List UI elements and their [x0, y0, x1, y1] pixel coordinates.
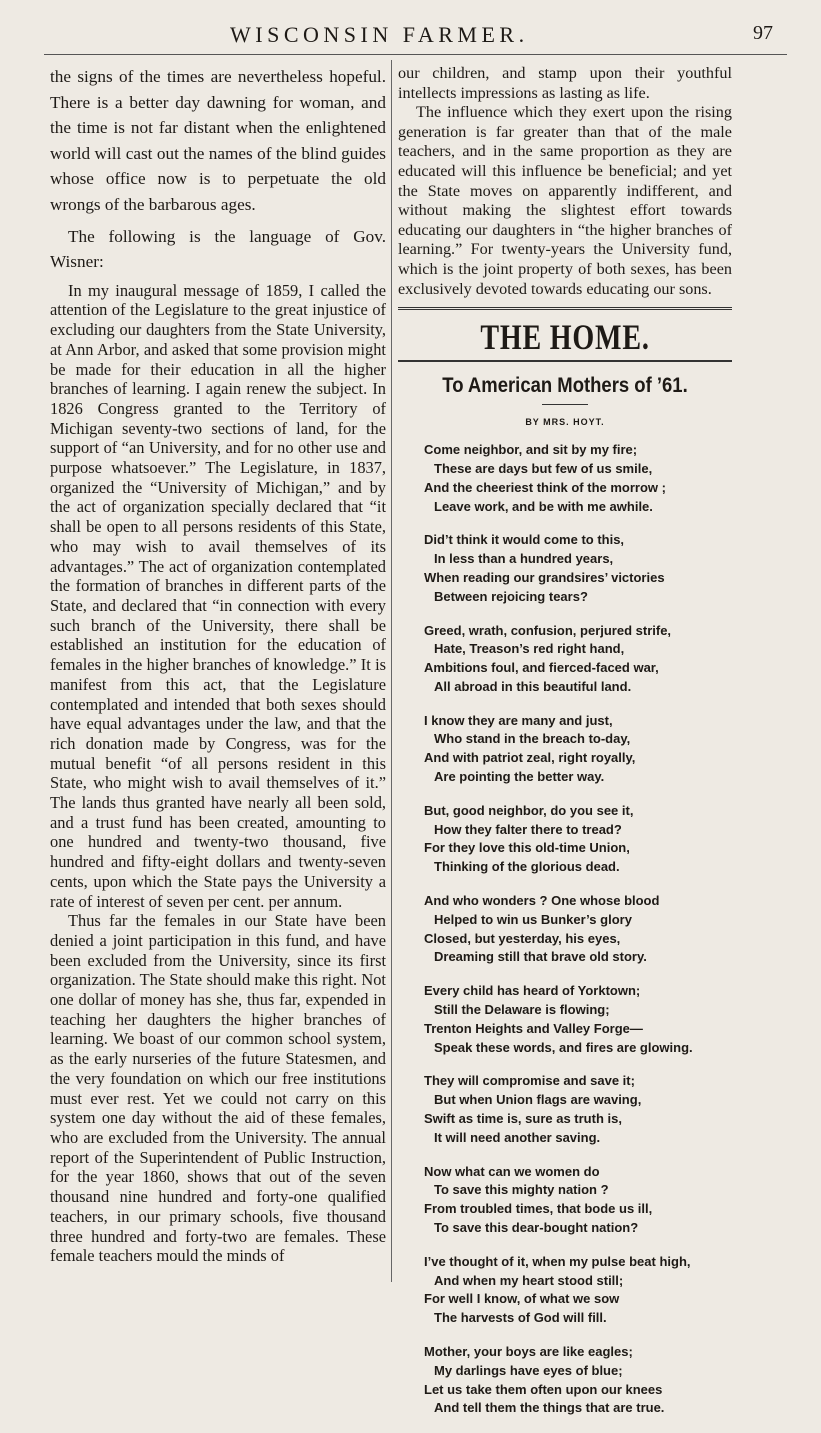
poem-line: How they falter there to tread? [434, 821, 622, 837]
poem-stanza [424, 802, 732, 877]
poem-line: Between rejoicing tears? [434, 588, 588, 604]
poem-line: Thinking of the glorious dead. [434, 859, 620, 875]
poem-line: I know they are many and just, [424, 712, 613, 728]
poem-line: Mother, your boys are like eagles; [424, 1344, 633, 1359]
poem-line: Greed, wrath, confusion, perjured strife, [424, 622, 672, 638]
poem-line: Did’t think it would come to this, [424, 532, 625, 548]
poem-stanza [424, 531, 732, 606]
quoted-message-paragraph: Thus far the females in our State have been denied a joint participation in this fund, and have been excluded from the University, since its first organization. The State should make this right. Not one dollar of money has she, thus far, expended in teaching her daughters the higher branches of learning. We boast of our common school system, as the early nurseries of the future Statesmen, and the very foundation on which our free institutions must ever rest. Yet we could not carry on this system one day without the aid of these females, who are excluded from the University. The annual report of the Superintendent of Public Instruction, for the year 1860, shows that out of the seven thousand nine hundred and forty-one qualified teachers, in our primary schools, five thousand three hundred and forty-two are females. These female teachers mould the minds of [50, 911, 386, 1266]
poem-line: It will need another saving. [434, 1129, 601, 1145]
poem-line: Let us take them often upon our knees [424, 1381, 663, 1397]
poem-line: Dreaming still that brave old story. [434, 949, 647, 965]
section-title: THE HOME. [480, 317, 650, 358]
poem-stanza [424, 1343, 732, 1418]
poem-line: My darlings have eyes of blue; [434, 1362, 623, 1378]
poem-line: Hate, Treason’s red right hand, [434, 641, 625, 657]
poem-line: To save this mighty nation ? [434, 1182, 609, 1198]
poem-line: These are days but few of us smile, [434, 460, 653, 476]
poem-stanza [424, 441, 732, 516]
poem-line: From troubled times, that bode us ill, [424, 1201, 653, 1217]
poem-line: Are pointing the better way. [434, 769, 605, 785]
poem-stanza [424, 1253, 732, 1328]
poem-stanza [424, 712, 732, 787]
poem-line: Leave work, and be with me awhile. [434, 498, 653, 514]
byline: BY MRS. HOYT. [525, 417, 605, 428]
paragraph: The following is the language of Gov. Wisner: [50, 226, 386, 272]
quoted-message-paragraph: In my inaugural message of 1859, I called the attention of the Legislature to the great injustice of excluding our daughters from the State University, at Ann Arbor, and asked that some provision might be made for their education in all the higher branches of learning. I again renew the subject. In 1826 Congress granted to the Territory of Michigan seventy-two sections of land, for the support of “an University, and for no other use and purpose whatsoever.” The Legislature, in 1837, organized the “University of Michigan,” and by the act of organization specially declared that “it shall be open to all persons residents of this State, who may wish to avail themselves of its advantages.” The act of organization contemplated the formation of branches in different parts of the State, and declared that “in connection with every such branch of the University, there shall be established an institution for the education of females in the higher branches of knowledge.” It is manifest from this act, that the Legislature contemplated and intended that both sexes should have equal advantages under the law, and that the rich donation made by Congress, was for the mutual benefit “of all persons resident in this State, who might wish to avail themselves of it.” The lands thus granted have nearly all been sold, and a trust fund has been created, amounting to one hundred and twenty-two thousand, five hundred and fifty-eight dollars and twenty-seven cents, upon which the State pays the University a rate of interest of seven per cent. per annum. [50, 280, 386, 911]
poem-line: And tell them the things that are true. [434, 1400, 665, 1416]
poem-line: Trenton Heights and Valley Forge— [424, 1020, 643, 1036]
poem-line: But when Union flags are waving, [434, 1092, 642, 1108]
right-column [398, 64, 732, 1433]
poem-line: For they love this old-time Union, [424, 840, 630, 856]
header-rule [44, 54, 787, 55]
poem-line: Ambitions foul, and fierced-faced war, [424, 660, 659, 676]
poem [398, 441, 732, 1418]
poem-line: And when my heart stood still; [434, 1272, 624, 1288]
poem-line: But, good neighbor, do you see it, [424, 802, 634, 818]
poem-line: When reading our grandsires’ victories [424, 569, 665, 585]
running-head: WISCONSIN FARMER. [230, 22, 529, 47]
page-number: 97 [753, 22, 773, 44]
poem-line: They will compromise and save it; [424, 1073, 635, 1089]
section-rule [398, 360, 732, 362]
left-column [50, 64, 386, 1266]
poem-stanza [424, 1072, 732, 1147]
page-header [50, 18, 781, 50]
poem-line: All abroad in this beautiful land. [434, 678, 632, 694]
poem-stanza [424, 1163, 732, 1238]
paragraph: our children, and stamp upon their youthful intellects impressions as lasting as life. [398, 64, 732, 102]
poem-line: The harvests of God will fill. [434, 1310, 607, 1326]
poem-line: Come neighbor, and sit by my fire; [424, 442, 638, 458]
paragraph: The influence which they exert upon the rising generation is far greater than that of the male teachers, and in the same proportion as they are educated will this influence be beneficial; and yet the State moves on apparently indifferent, and without making the slightest effort towards educating our daughters in “the higher branches of learning.” For twenty-years the University fund, which is the joint property of both sexes, has been exclusively devoted towards educating our sons. [398, 103, 732, 298]
poem-line: To save this dear-bought nation? [434, 1220, 639, 1236]
poem-line: And the cheeriest think of the morrow ; [424, 479, 666, 495]
poem-line: Now what can we women do [424, 1163, 600, 1179]
poem-line: Who stand in the breach to-day, [434, 731, 631, 747]
poem-line: Helped to win us Bunker’s glory [434, 911, 632, 927]
poem-line: For well I know, of what we sow [424, 1291, 620, 1307]
column-divider [391, 60, 392, 1282]
poem-line: Every child has heard of Yorktown; [424, 983, 641, 999]
poem-line: Swift as time is, sure as truth is, [424, 1111, 622, 1127]
poem-line: I’ve thought of it, when my pulse beat high, [424, 1253, 691, 1269]
poem-line: Speak these words, and fires are glowing. [434, 1039, 693, 1055]
poem-stanza [424, 622, 732, 697]
poem-stanza [424, 982, 732, 1057]
poem-line: Closed, but yesterday, his eyes, [424, 930, 621, 946]
title-rule [542, 404, 588, 405]
section-rule [398, 307, 732, 310]
poem-stanza [424, 892, 732, 967]
poem-line: And who wonders ? One whose blood [424, 893, 660, 909]
poem-line: And with patriot zeal, right royally, [424, 750, 636, 766]
poem-line: In less than a hundred years, [434, 551, 614, 567]
paragraph: the signs of the times are nevertheless hopeful. There is a better day dawning for woman, and the time is not far distant when the enlightened world will cast out the names of the blind guides whose office now is to perpetuate the old wrongs of the barbarous ages. [50, 67, 386, 214]
poem-title: To American Mothers of ’61. [442, 374, 688, 398]
poem-line: Still the Delaware is flowing; [434, 1002, 610, 1018]
